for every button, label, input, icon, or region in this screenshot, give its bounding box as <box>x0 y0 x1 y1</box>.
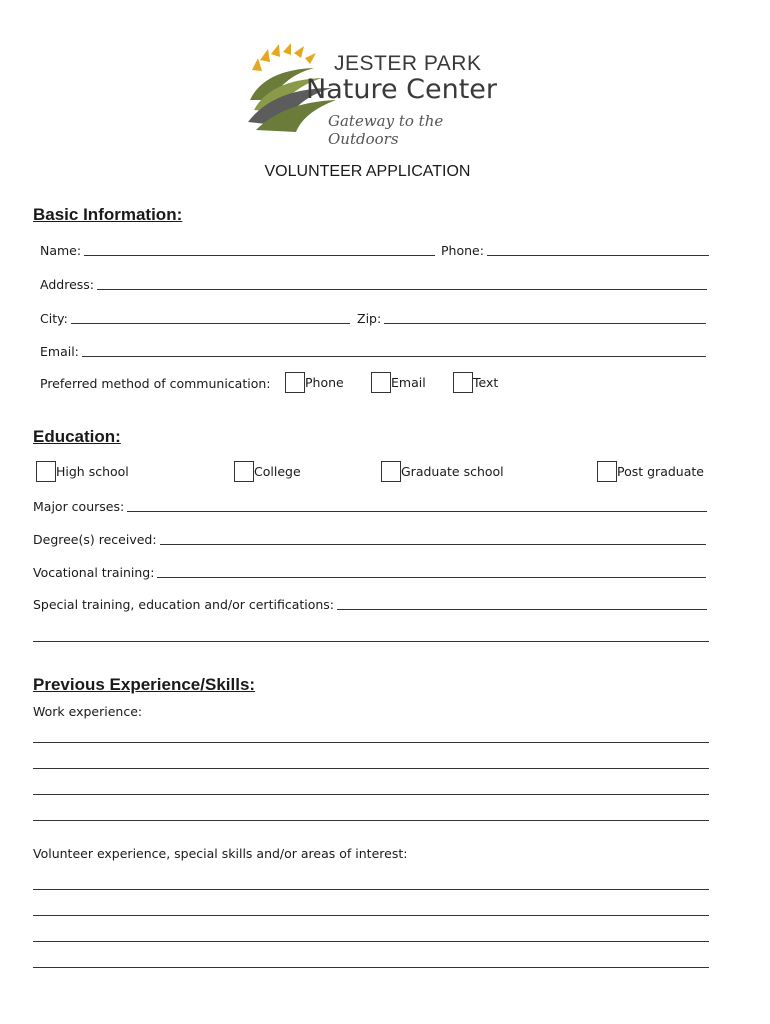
pref-email-option[interactable] <box>371 372 426 393</box>
major-courses-field[interactable] <box>33 496 707 514</box>
volunteer-experience-line[interactable] <box>33 889 709 890</box>
zip-blank[interactable] <box>384 311 706 324</box>
volunteer-experience-label: Volunteer experience, special skills and/or areas of interest: <box>33 846 408 861</box>
edu-high-school-option[interactable] <box>36 461 129 482</box>
pref-phone-checkbox[interactable] <box>285 372 305 393</box>
phone-label: Phone: <box>441 243 484 258</box>
zip-label: Zip: <box>357 311 382 326</box>
email-label: Email: <box>40 344 79 359</box>
city-blank[interactable] <box>71 311 350 324</box>
edu-postgrad-checkbox[interactable] <box>597 461 617 482</box>
page-title: VOLUNTEER APPLICATION <box>264 163 471 180</box>
work-experience-line[interactable] <box>33 794 709 795</box>
degrees-label: Degree(s) received: <box>33 532 157 547</box>
special-training-label: Special training, education and/or certifications: <box>33 597 335 612</box>
logo-name: Nature Center <box>306 74 498 105</box>
address-field[interactable] <box>40 274 707 292</box>
special-training-extra-line[interactable] <box>33 641 709 642</box>
zip-field[interactable] <box>357 308 706 326</box>
vocational-label: Vocational training: <box>33 565 155 580</box>
email-field[interactable] <box>40 341 706 359</box>
pref-text-label: Text <box>473 375 499 390</box>
special-training-field[interactable] <box>33 594 707 612</box>
phone-blank[interactable] <box>487 243 709 256</box>
major-courses-blank[interactable] <box>127 499 707 512</box>
vocational-field[interactable] <box>33 562 706 580</box>
work-experience-line[interactable] <box>33 768 709 769</box>
pref-email-checkbox[interactable] <box>371 372 391 393</box>
logo-title: JESTER PARK <box>334 52 482 75</box>
volunteer-experience-line[interactable] <box>33 915 709 916</box>
pref-phone-option[interactable] <box>285 372 344 393</box>
degrees-blank[interactable] <box>160 532 706 545</box>
degrees-field[interactable] <box>33 529 706 547</box>
pref-text-option[interactable] <box>453 372 498 393</box>
name-field[interactable] <box>40 240 435 258</box>
address-label: Address: <box>40 277 94 292</box>
education-heading: Education: <box>33 427 121 446</box>
edu-high-school-label: High school <box>56 464 129 479</box>
pref-text-checkbox[interactable] <box>453 372 473 393</box>
name-label: Name: <box>40 243 82 258</box>
edu-graduate-label: Graduate school <box>401 464 504 479</box>
work-experience-line[interactable] <box>33 742 709 743</box>
vocational-blank[interactable] <box>157 565 706 578</box>
edu-postgrad-option[interactable] <box>597 461 704 482</box>
edu-college-option[interactable] <box>234 461 301 482</box>
edu-college-label: College <box>254 464 301 479</box>
city-label: City: <box>40 311 68 326</box>
edu-high-school-checkbox[interactable] <box>36 461 56 482</box>
pref-phone-label: Phone <box>305 375 344 390</box>
address-blank[interactable] <box>97 277 707 290</box>
edu-graduate-checkbox[interactable] <box>381 461 401 482</box>
volunteer-experience-line[interactable] <box>33 941 709 942</box>
work-experience-label: Work experience: <box>33 704 143 719</box>
pref-comm-label: Preferred method of communication: <box>40 376 271 391</box>
phone-field[interactable] <box>441 240 709 258</box>
edu-graduate-option[interactable] <box>381 461 504 482</box>
edu-college-checkbox[interactable] <box>234 461 254 482</box>
jester-park-logo <box>244 40 506 148</box>
special-training-blank[interactable] <box>337 597 707 610</box>
name-blank[interactable] <box>84 243 435 256</box>
volunteer-experience-line[interactable] <box>33 967 709 968</box>
edu-postgrad-label: Post graduate <box>617 464 704 479</box>
basic-info-heading: Basic Information: <box>33 205 183 224</box>
major-courses-label: Major courses: <box>33 499 125 514</box>
experience-heading: Previous Experience/Skills: <box>33 675 256 694</box>
logo-tagline: Gateway to the Outdoors <box>328 112 444 148</box>
work-experience-line[interactable] <box>33 820 709 821</box>
pref-email-label: Email <box>391 375 426 390</box>
city-field[interactable] <box>40 308 350 326</box>
email-blank[interactable] <box>82 344 706 357</box>
